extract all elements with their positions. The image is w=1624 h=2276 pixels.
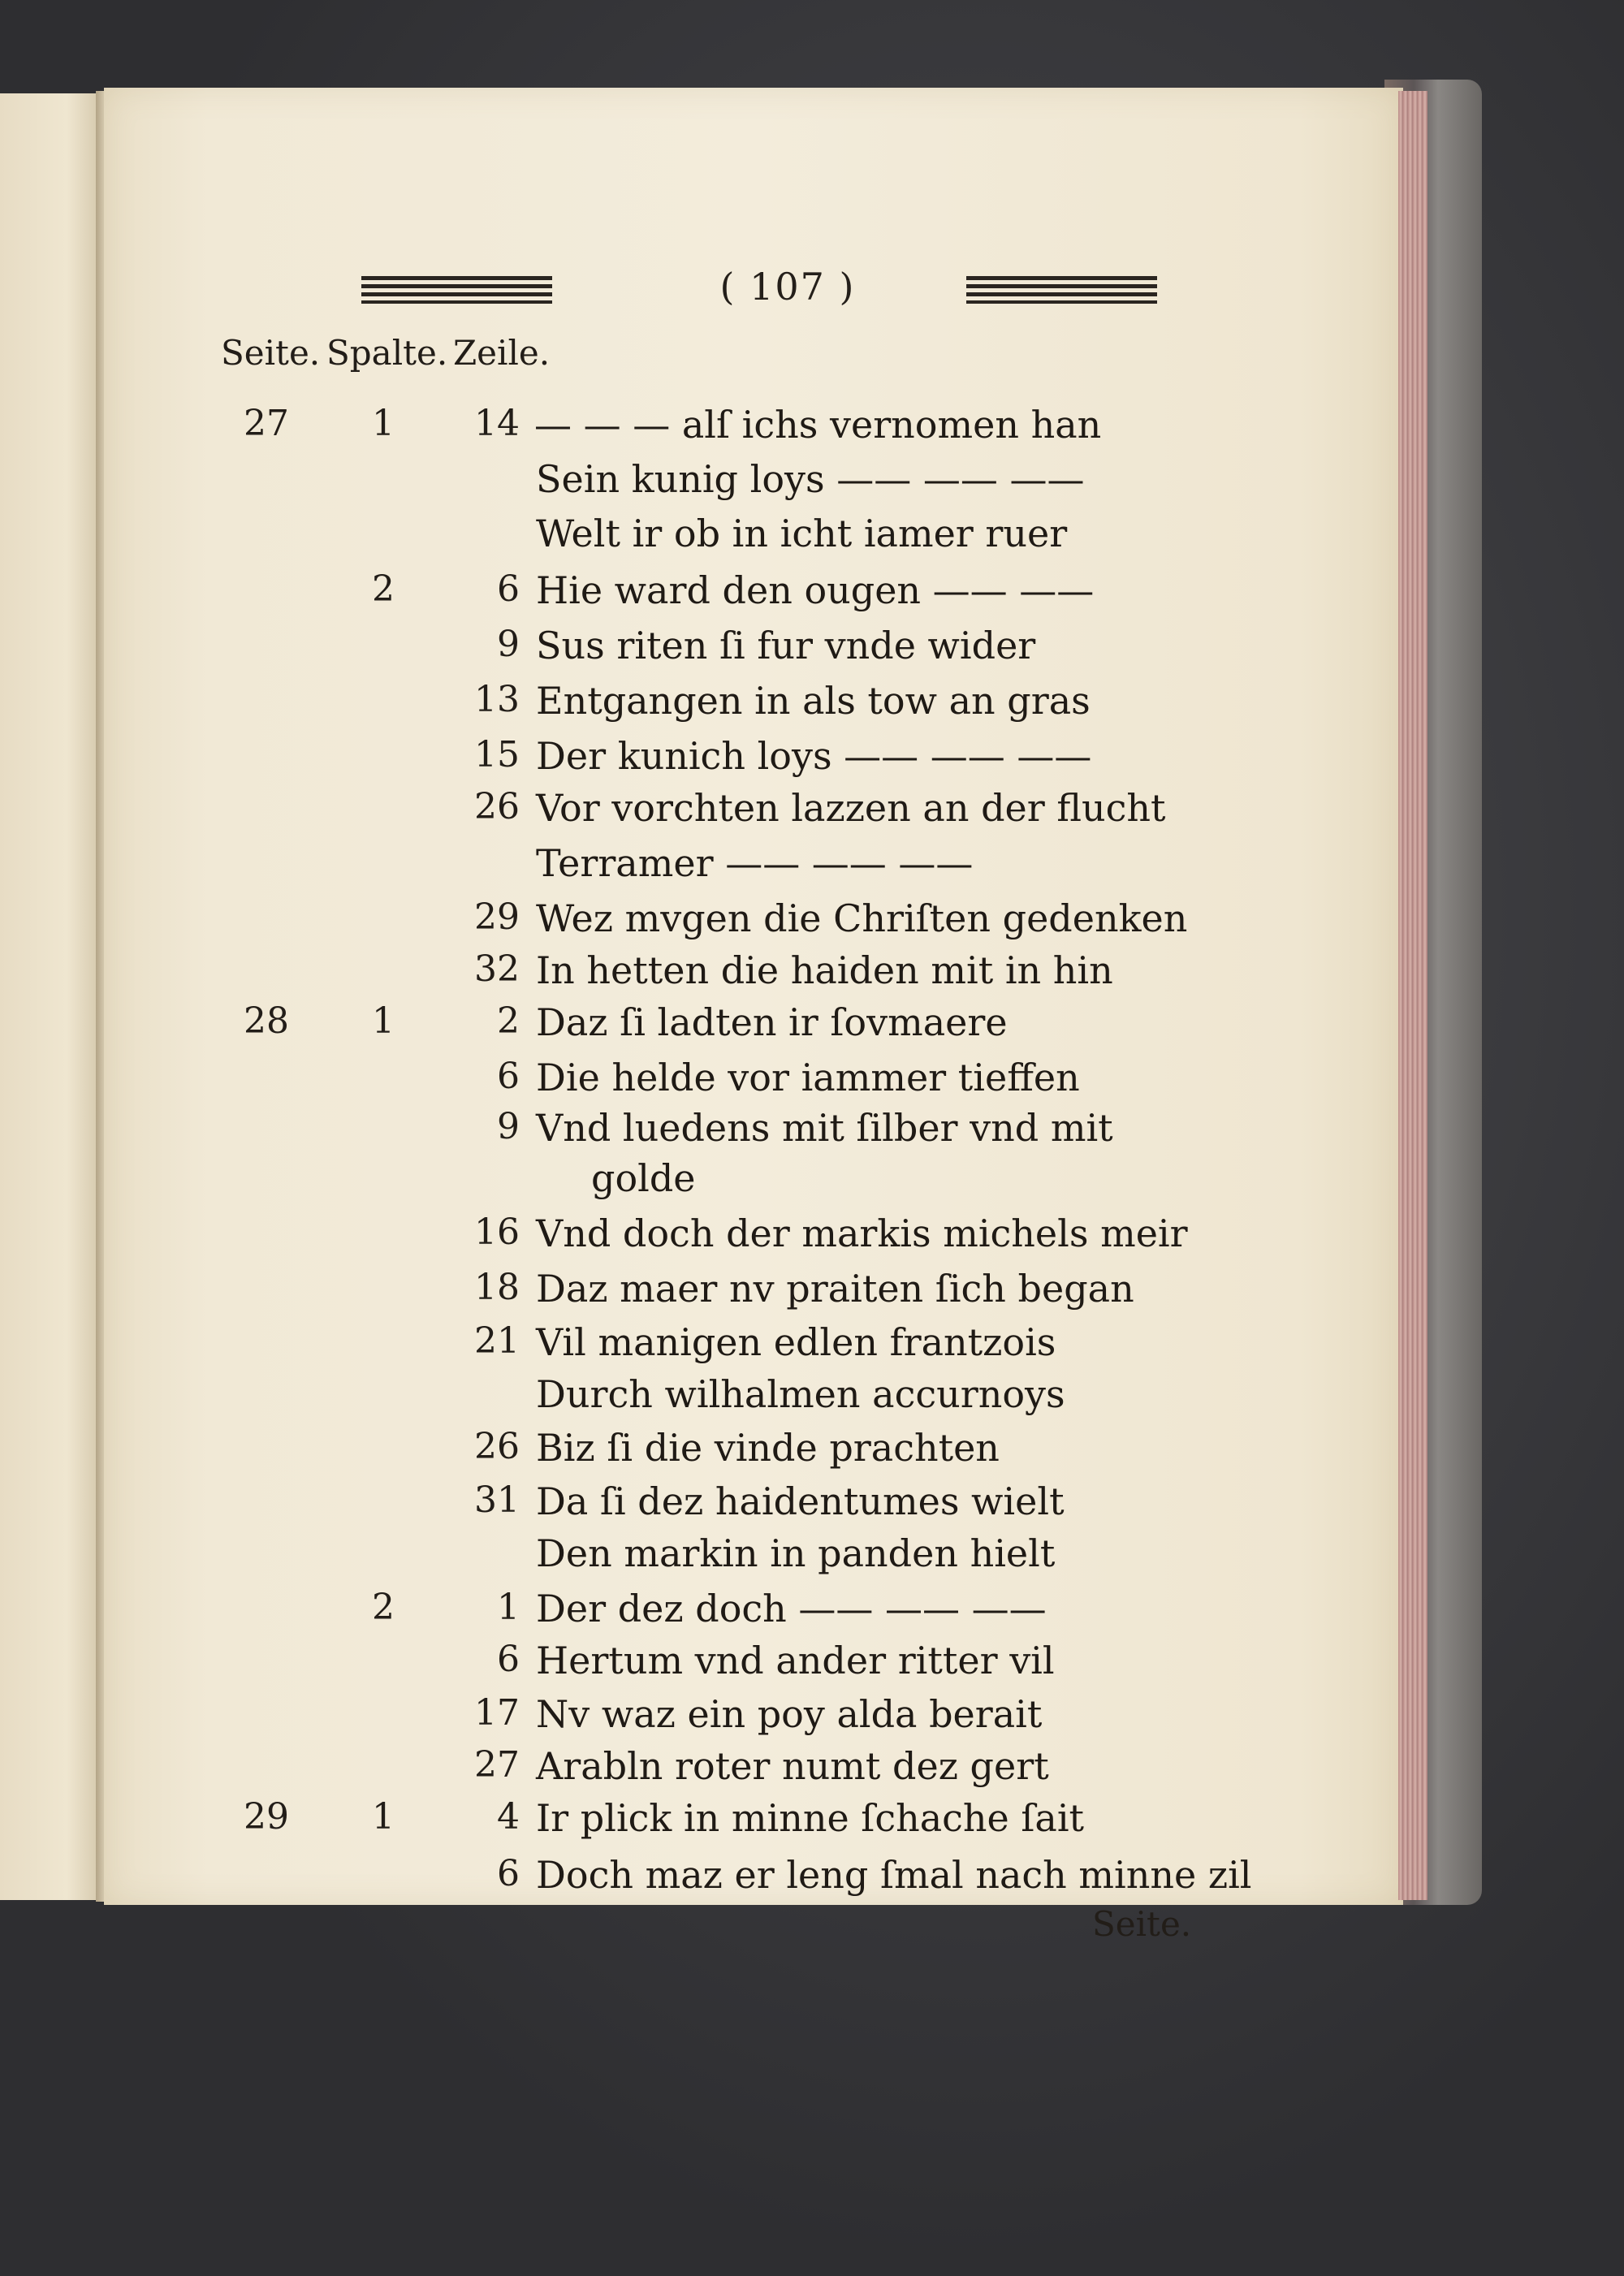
header-rule-left bbox=[361, 276, 552, 304]
seite-number: 27 bbox=[244, 403, 289, 444]
verse-text: Wez mvgen die Chriſten gedenken bbox=[536, 896, 1188, 940]
page-edges bbox=[1398, 91, 1427, 1900]
verse-text: Sein kunig loys —— —— —— bbox=[536, 457, 1085, 501]
zeile-number: 21 bbox=[474, 1320, 520, 1362]
zeile-number: 14 bbox=[474, 403, 520, 444]
verse-text: Nv waz ein poy alda berait bbox=[536, 1692, 1043, 1736]
verse-text: Terramer —— —— —— bbox=[536, 841, 974, 885]
zeile-number: 1 bbox=[497, 1587, 520, 1628]
column-header-column: Spalte. bbox=[326, 333, 448, 373]
verse-text: Vnd doch der markis michels meir bbox=[536, 1211, 1188, 1255]
verse-text: Doch maz er leng ſmal nach minne zil bbox=[536, 1853, 1252, 1897]
zeile-number: 6 bbox=[497, 568, 520, 610]
left-page-fragment bbox=[0, 93, 98, 1900]
spalte-number: 1 bbox=[372, 403, 395, 444]
column-header-line: Zeile. bbox=[453, 333, 551, 373]
verse-text: Der dez doch —— —— —— bbox=[536, 1587, 1047, 1630]
verse-text: Daz ſi ladten ir ſovmaere bbox=[536, 1000, 1008, 1044]
zeile-number: 6 bbox=[497, 1639, 520, 1680]
verse-text: Den markin in panden hielt bbox=[536, 1531, 1056, 1575]
zeile-number: 9 bbox=[497, 1106, 520, 1147]
verse-text: Daz maer nv praiten ſich began bbox=[536, 1267, 1134, 1311]
verse-text: Vnd luedens mit ſilber vnd mit bbox=[536, 1106, 1113, 1150]
zeile-number: 26 bbox=[474, 1426, 520, 1467]
verse-text: Entgangen in als tow an gras bbox=[536, 679, 1091, 723]
page-number: ( 107 ) bbox=[719, 265, 856, 309]
verse-text: Durch wilhalmen accurnoys bbox=[536, 1372, 1065, 1416]
zeile-number: 17 bbox=[474, 1692, 520, 1734]
zeile-number: 27 bbox=[474, 1744, 520, 1786]
zeile-number: 6 bbox=[497, 1056, 520, 1097]
zeile-number: 29 bbox=[474, 896, 520, 938]
verse-text: Biz ſi die vinde prachten bbox=[536, 1426, 1000, 1470]
zeile-number: 4 bbox=[497, 1796, 520, 1838]
spalte-number: 2 bbox=[372, 1587, 395, 1628]
verse-text: Da ſi dez haidentumes wielt bbox=[536, 1479, 1065, 1523]
verse-text: Der kunich loys —— —— —— bbox=[536, 734, 1092, 778]
zeile-number: 18 bbox=[474, 1267, 520, 1308]
zeile-number: 32 bbox=[474, 948, 520, 990]
verse-text: Hertum vnd ander ritter vil bbox=[536, 1639, 1055, 1682]
seite-number: 28 bbox=[244, 1000, 289, 1042]
verse-text: Ir plick in minne ſchache ſait bbox=[536, 1796, 1085, 1840]
zeile-number: 13 bbox=[474, 679, 520, 720]
zeile-number: 16 bbox=[474, 1211, 520, 1253]
column-header-page: Seite. bbox=[221, 333, 321, 373]
zeile-number: 26 bbox=[474, 786, 520, 827]
verse-text: Die helde vor iammer tieffen bbox=[536, 1056, 1080, 1099]
verse-text: Vil manigen edlen frantzois bbox=[536, 1320, 1056, 1364]
zeile-number: 2 bbox=[497, 1000, 520, 1042]
page-header bbox=[260, 260, 1015, 325]
verse-text: — — — alſ ichs vernomen han bbox=[534, 403, 1102, 447]
spalte-number: 2 bbox=[372, 568, 395, 610]
verse-text: Sus riten ſi fur vnde wider bbox=[536, 624, 1036, 667]
zeile-number: 9 bbox=[497, 624, 520, 665]
verse-text: Hie ward den ougen —— —— bbox=[536, 568, 1095, 612]
verse-text: golde bbox=[591, 1156, 696, 1200]
verse-text: Welt ir ob in icht iamer ruer bbox=[536, 512, 1068, 555]
zeile-number: 31 bbox=[474, 1479, 520, 1521]
spalte-number: 1 bbox=[372, 1796, 395, 1838]
header-rule-right bbox=[966, 276, 1157, 304]
verse-text: Vor vorchten lazzen an der flucht bbox=[536, 786, 1166, 830]
spalte-number: 1 bbox=[372, 1000, 395, 1042]
seite-number: 29 bbox=[244, 1796, 289, 1838]
verse-text: In hetten die haiden mit in hin bbox=[536, 948, 1113, 992]
zeile-number: 6 bbox=[497, 1853, 520, 1894]
catchword: Seite. bbox=[1092, 1904, 1192, 1944]
zeile-number: 15 bbox=[474, 734, 520, 775]
verse-text: Arabln roter numt dez gert bbox=[536, 1744, 1049, 1788]
